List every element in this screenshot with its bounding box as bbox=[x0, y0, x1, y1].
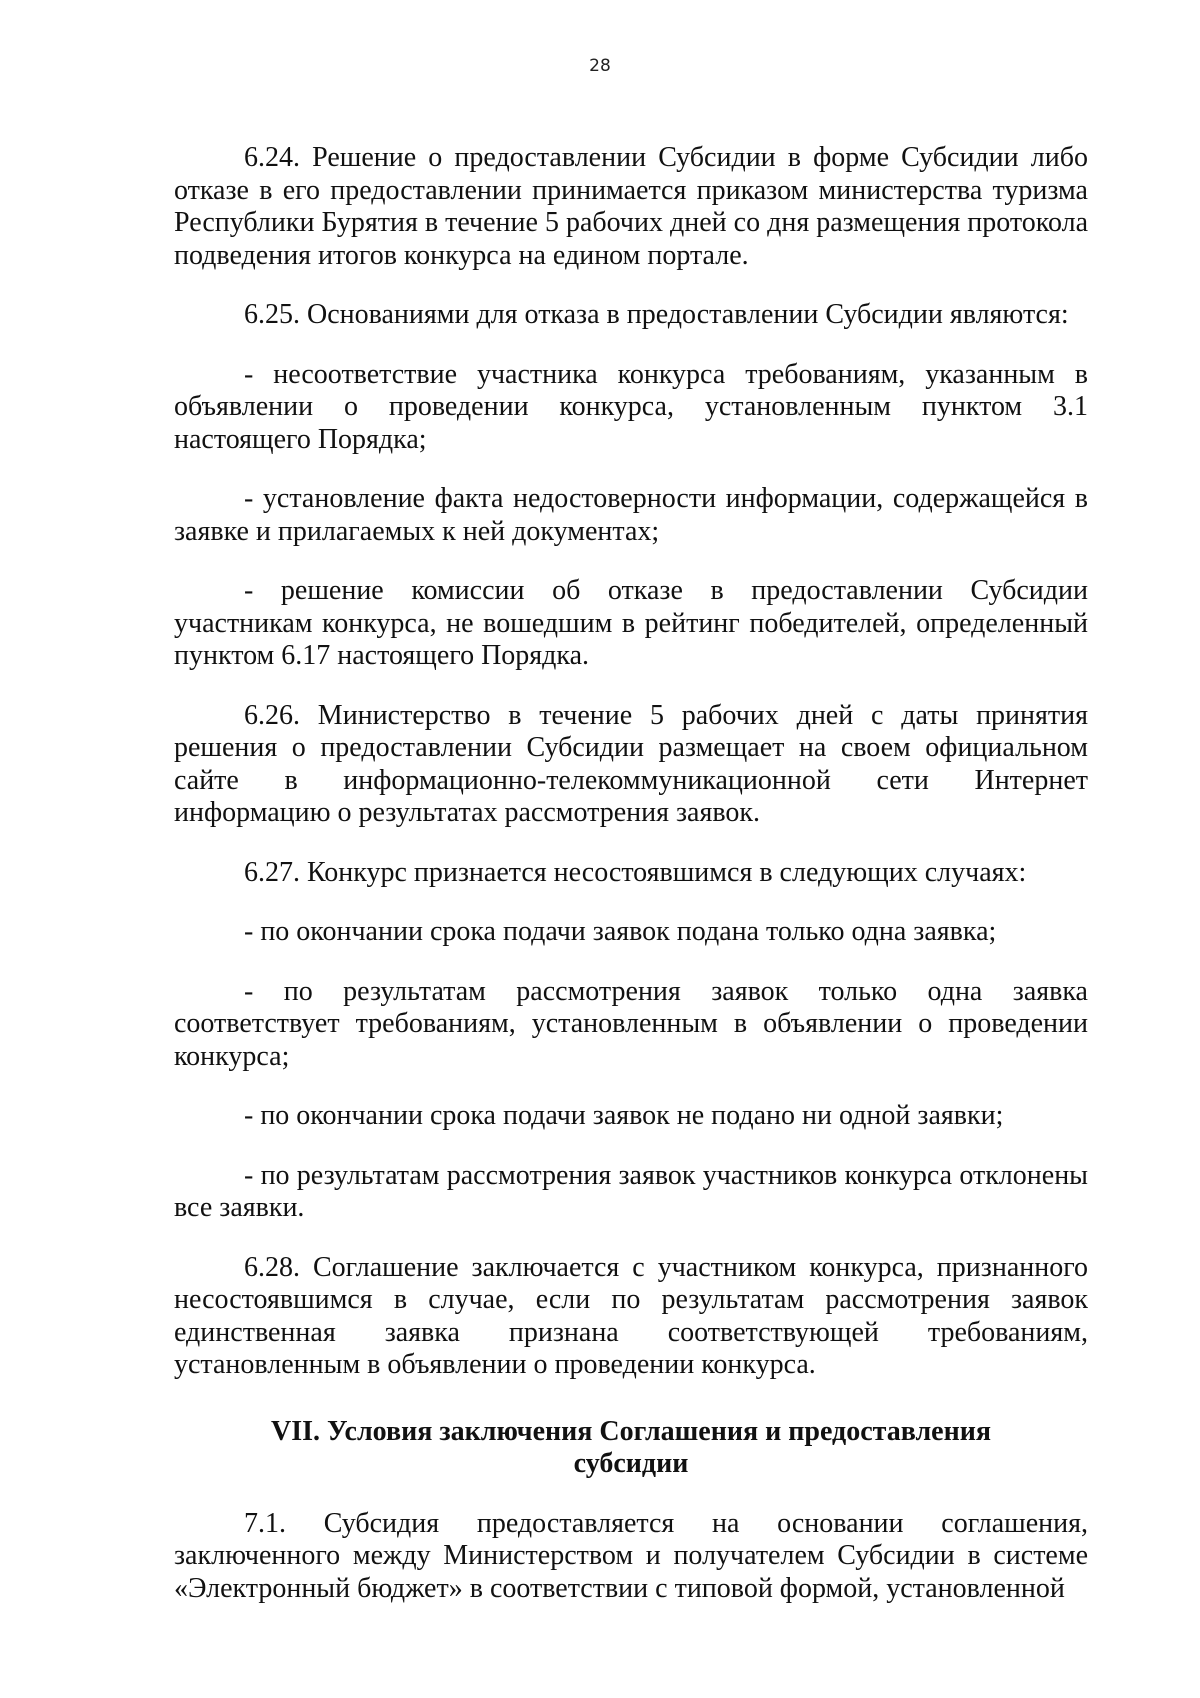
list-item-refusal-3: - решение комиссии об отказе в предоставлении Субсидии участникам конкурса, не вошедшим в рейтинг победителей, определенный пунктом 6.17 настоящего Порядка. bbox=[174, 575, 1088, 671]
list-item-refusal-1: - несоответствие участника конкурса требованиям, указанным в объявлении о проведении конкурса, установленным пунктом 3.1 настоящего Порядка; bbox=[174, 358, 1088, 455]
list-item-failed-1: - по окончании срока подачи заявок подана только одна заявка; bbox=[244, 916, 997, 947]
section-heading-line-1: VII. Условия заключения Соглашения и предоставления bbox=[270, 1415, 992, 1447]
page-number: 28 bbox=[589, 56, 611, 76]
list-item-failed-4: - по результатам рассмотрения заявок участников конкурса отклонены все заявки. bbox=[174, 1159, 1088, 1223]
list-item-failed-2: - по результатам рассмотрения заявок только одна заявка соответствует требованиям, установленным в объявлении о проведении конкурса; bbox=[174, 975, 1088, 1072]
section-heading bbox=[174, 1416, 1088, 1481]
paragraph-6-27: 6.27. Конкурс признается несостоявшимся в следующих случаях: bbox=[244, 856, 1027, 888]
paragraph-7-1: 7.1. Субсидия предоставляется на основании соглашения, заключенного между Министерством и получателем Субсидии в системе «Электронный бюджет» в соответствии с типовой формой, установленной bbox=[174, 1507, 1088, 1604]
paragraph-6-24: 6.24. Решение о предоставлении Субсидии в форме Субсидии либо отказе в его предоставлении принимается приказом министерства туризма Республики Бурятия в течение 5 рабочих дней со дня размещения протокола подведения итогов конкурса на едином портале. bbox=[174, 142, 1088, 271]
paragraph-6-25: 6.25. Основаниями для отказа в предоставлении Субсидии являются: bbox=[244, 299, 1069, 330]
list-item-failed-3: - по окончании срока подачи заявок не подано ни одной заявки; bbox=[244, 1100, 1004, 1131]
paragraph-6-28: 6.28. Соглашение заключается с участником конкурса, признанного несостоявшимся в случае, если по результатам рассмотрения заявок единственная заявка признана соответствующей требованиям, установленным в объявлении о проведении конкурса. bbox=[174, 1251, 1088, 1380]
section-heading-line-2: субсидии bbox=[573, 1448, 689, 1479]
document-body bbox=[174, 142, 1088, 1632]
paragraph-6-26: 6.26. Министерство в течение 5 рабочих дней с даты принятия решения о предоставлении Субсидии размещает на своем официальном сайте в информационно-телекоммуникационной сети Интернет информацию о результатах рассмотрения заявок. bbox=[174, 699, 1088, 828]
list-item-refusal-2: - установление факта недостоверности информации, содержащейся в заявке и прилагаемых к ней документах; bbox=[174, 483, 1088, 547]
